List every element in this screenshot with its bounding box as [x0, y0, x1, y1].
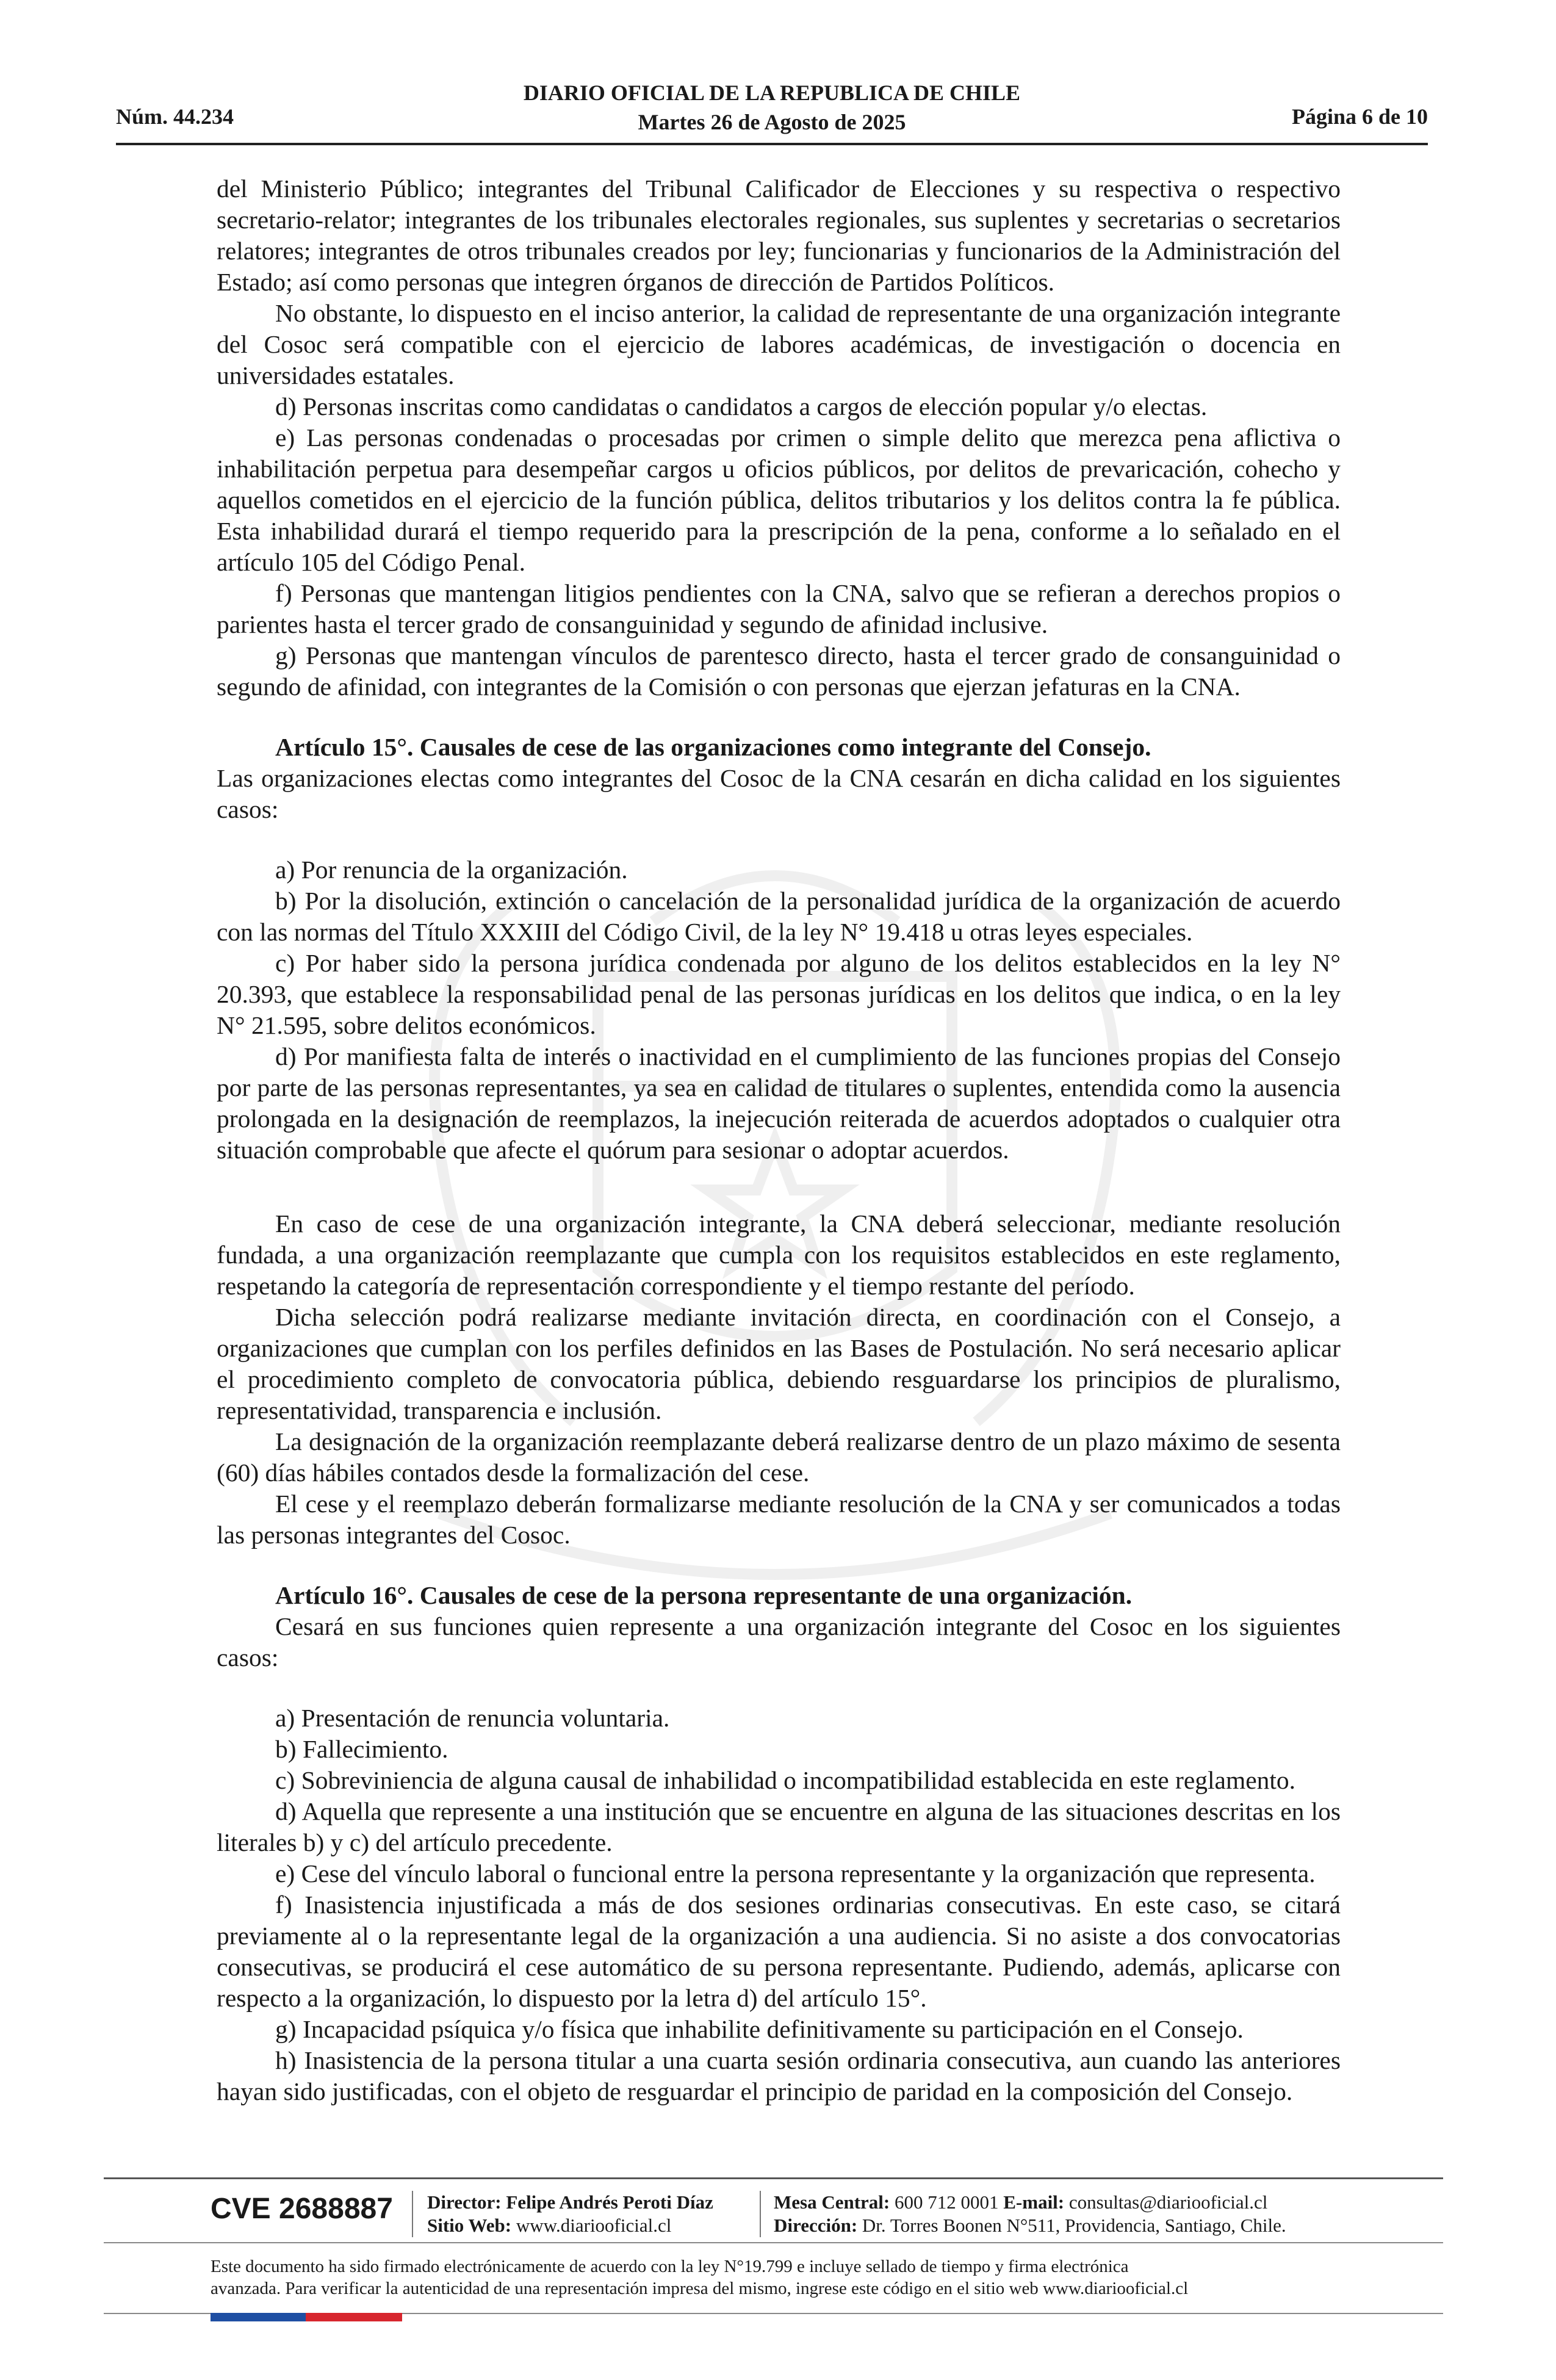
footer-separator: [760, 2191, 761, 2237]
list-item: a) Por renuncia de la organización.: [275, 856, 628, 884]
issue-number: Núm. 44.234: [116, 104, 234, 129]
legal-line: avanzada. Para verificar la autenticidad de una representación impresa del mismo, ingrese este código en el sitio web www.diariooficial.cl: [211, 2279, 1189, 2298]
list-item: f) Personas que mantengan litigios pendientes con la CNA, salvo que se refieran a derechos propios o parientes hasta el tercer grado de consanguinidad y segundo de afinidad inclusive.: [217, 579, 1341, 638]
list-item: f) Inasistencia injustificada a más de dos sesiones ordinarias consecutivas. En este caso, se citará previamente al o la representante legal de la organización a una audiencia. Si no asiste a dos convocatorias consecutivas, se producirá el cese automático de su persona representante. Pudiendo, además, aplicarse con respecto a la organización, lo dispuesto por la letra d) del artículo 15°.: [217, 1891, 1341, 2012]
address-value: Dr. Torres Boonen N°511, Providencia, Santiago, Chile.: [862, 2215, 1286, 2236]
list-item: h) Inasistencia de la persona titular a una cuarta sesión ordinaria consecutiva, aun cuando las anteriores hayan sido justificadas, con el objeto de resguardar el principio de paridad en la composición del Consejo.: [217, 2046, 1341, 2105]
spacer: [217, 702, 1341, 732]
footer-separator: [412, 2191, 413, 2237]
address-label: Dirección:: [774, 2215, 858, 2236]
list-item: c) Por haber sido la persona jurídica condenada por alguno de los delitos establecidos en la ley N° 20.393, que establece la responsabilidad penal de las personas jurídicas en los delitos que indica, o en la ley N° 21.595, sobre delitos económicos.: [217, 949, 1341, 1039]
director-name: Felipe Andrés Peroti Díaz: [506, 2191, 713, 2213]
cve-code: CVE 2688887: [211, 2193, 393, 2225]
spacer: [217, 1673, 1341, 1703]
footer-divider: [104, 2177, 1443, 2179]
header-masthead: [116, 78, 1428, 137]
paragraph: La designación de la organización reemplazante deberá realizarse dentro de un plazo máximo de sesenta (60) días hábiles contados desde la formalización del cese.: [217, 1427, 1341, 1487]
footer-contact-block: [774, 2191, 1286, 2237]
journal-title: DIARIO OFICIAL DE LA REPUBLICA DE CHILE: [523, 81, 1021, 105]
mesa-phone: 600 712 0001: [895, 2191, 999, 2213]
paragraph: Cesará en sus funciones quien represente a una organización integrante del Cosoc en los siguientes casos:: [217, 1612, 1341, 1671]
article-15-heading: Artículo 15°. Causales de cese de las organizaciones como integrante del Consejo.: [275, 733, 1151, 761]
email-label: E-mail:: [1003, 2191, 1065, 2213]
list-item: b) Por la disolución, extinción o cancelación de la personalidad jurídica de la organización de acuerdo con las normas del Título XXXIII del Código Civil, de la ley N° 19.418 u otras leyes especiales.: [217, 887, 1341, 946]
legal-line: Este documento ha sido firmado electrónicamente de acuerdo con la ley N°19.799 e incluye sellado de tiempo y firma electrónica: [211, 2257, 1129, 2276]
header-divider: [116, 143, 1428, 145]
paragraph: Las organizaciones electas como integrantes del Cosoc de la CNA cesarán en dicha calidad en los siguientes casos:: [217, 764, 1341, 823]
list-item: g) Personas que mantengan vínculos de parentesco directo, hasta el tercer grado de consanguinidad o segundo de afinidad, con integrantes de la Comisión o con personas que ejerzan jefaturas en la CNA.: [217, 641, 1341, 701]
page-number: Página 6 de 10: [1291, 104, 1428, 129]
document-body: [217, 173, 1341, 2107]
paragraph: del Ministerio Público; integrantes del Tribunal Calificador de Elecciones y su respectiva o respectivo secretario-relator; integrantes de los tribunales electorales regionales, sus suplentes y secretarias o secretarios relatores; integrantes de otros tribunales creados por ley; funcionarias y funcionarios de la Administración del Estado; así como personas que integren órganos de dirección de Partidos Políticos.: [217, 175, 1341, 296]
list-item: e) Cese del vínculo laboral o funcional entre la persona representante y la organización que representa.: [275, 1859, 1316, 1888]
legal-notice: [211, 2256, 1370, 2299]
director-label: Director:: [427, 2191, 502, 2213]
flag-stripe-blue: [211, 2313, 306, 2321]
paragraph: En caso de cese de una organización integrante, la CNA deberá seleccionar, mediante resolución fundada, a una organización reemplazante que cumpla con los requisitos establecidos en este reglamento, respetando la categoría de representación correspondiente y el tiempo restante del período.: [217, 1210, 1341, 1300]
footer-director-block: [427, 2191, 713, 2237]
list-item: d) Personas inscritas como candidatas o candidatos a cargos de elección popular y/o electas.: [275, 392, 1208, 420]
spacer: [217, 1166, 1341, 1208]
paragraph: No obstante, lo dispuesto en el inciso anterior, la calidad de representante de una organización integrante del Cosoc será compatible con el ejercicio de labores académicas, de investigación o docencia en universidades estatales.: [217, 299, 1341, 389]
list-item: d) Aquella que represente a una institución que se encuentre en alguna de las situaciones descritas en los literales b) y c) del artículo precedente.: [217, 1797, 1341, 1856]
email-link[interactable]: consultas@diariooficial.cl: [1068, 2191, 1268, 2213]
spacer: [217, 825, 1341, 854]
list-item: g) Incapacidad psíquica y/o física que inhabilite definitivamente su participación en el Consejo.: [275, 2015, 1244, 2043]
paragraph: El cese y el reemplazo deberán formalizarse mediante resolución de la CNA y ser comunicados a todas las personas integrantes del Cosoc.: [217, 1490, 1341, 1549]
flag-stripe-red: [306, 2313, 402, 2321]
web-label: Sitio Web:: [427, 2215, 512, 2236]
list-item: c) Sobreviniencia de alguna causal de inhabilidad o incompatibilidad establecida en este reglamento.: [275, 1766, 1296, 1794]
paragraph: Dicha selección podrá realizarse mediante invitación directa, en coordinación con el Consejo, a organizaciones que cumplan con los perfiles definidos en las Bases de Postulación. No será necesario aplicar el procedimiento completo de convocatoria pública, debiendo resguardarse los principios de pluralismo, representatividad, transparencia e inclusión.: [217, 1303, 1341, 1424]
page-header: [116, 78, 1428, 145]
issue-date: Martes 26 de Agosto de 2025: [638, 110, 906, 134]
spacer: [217, 1551, 1341, 1580]
mesa-label: Mesa Central:: [774, 2191, 890, 2213]
list-item: b) Fallecimiento.: [275, 1735, 448, 1763]
list-item: d) Por manifiesta falta de interés o inactividad en el cumplimiento de las funciones propias del Consejo por parte de las personas representantes, ya sea en calidad de titulares o suplentes, entendida como la ausencia prolongada en la designación de reemplazos, la inejecución reiterada de acuerdos adoptados o cualquier otra situación comprobable que afecte el quórum para sesionar o adoptar acuerdos.: [217, 1042, 1341, 1164]
list-item: e) Las personas condenadas o procesadas por crimen o simple delito que merezca pena aflictiva o inhabilitación perpetua para desempeñar cargos u oficios públicos, por delitos de prevaricación, cohecho y aquellos cometidos en el ejercicio de la función pública, delitos tributarios y los delitos contra la fe pública. Esta inhabilidad durará el tiempo requerido para la prescripción de la pena, conforme a lo señalado en el artículo 105 del Código Penal.: [217, 424, 1341, 576]
article-16-heading: Artículo 16°. Causales de cese de la persona representante de una organización.: [275, 1581, 1133, 1609]
web-link[interactable]: www.diariooficial.cl: [516, 2215, 672, 2236]
list-item: a) Presentación de renuncia voluntaria.: [275, 1704, 670, 1732]
footer-divider: [104, 2242, 1443, 2243]
